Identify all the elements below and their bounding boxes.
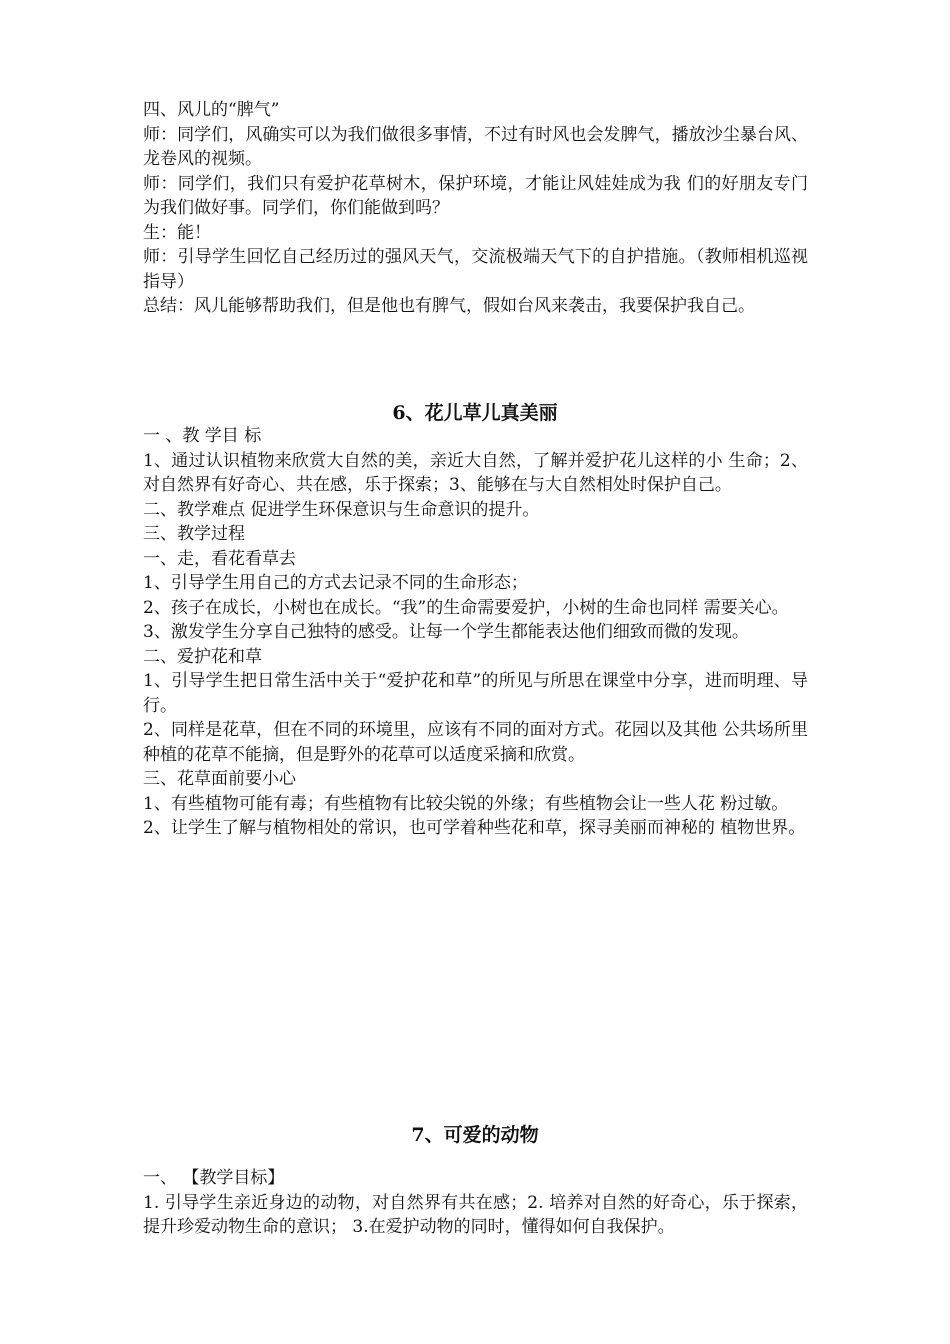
paragraph: 2、让学生了解与植物相处的常识，也可学着种些花和草，探寻美丽而神秘的 植物世界。: [143, 818, 806, 838]
paragraph: 3、激发学生分享自己独特的感受。让每一个学生都能表达他们细致而微的发现。: [143, 622, 749, 642]
paragraph: 1、引导学生用自己的方式去记录不同的生命形态；: [143, 573, 528, 593]
lesson-6-body: [143, 424, 808, 841]
paragraph: 一、走，看花看草去: [143, 548, 296, 569]
lesson-6-title: 6、花儿草儿真美丽: [392, 402, 558, 424]
paragraph: 一、 【教学目标】: [143, 1168, 285, 1188]
paragraph: 三、花草面前要小心: [143, 769, 296, 789]
paragraph: 1、通过认识植物来欣赏大自然的美，亲近大自然，了解并爱护花儿这样的小 生命；2、对自然界有好奇心、共在感，乐于探索；3、能够在与大自然相处时保护自己。: [143, 450, 808, 495]
paragraph: 一 、教 学目 标: [143, 426, 262, 446]
paragraph: 二、教学难点 促进学生环保意识与生命意识的提升。: [143, 499, 540, 520]
paragraph: 三、教学过程: [143, 524, 245, 544]
paragraph: 师：同学们，风确实可以为我们做很多事情，不过有时风也会发脾气，播放沙尘暴台风、龙卷风的视频。: [143, 124, 808, 169]
paragraph: 生：能！: [143, 222, 211, 243]
paragraph: 总结：风儿能够帮助我们，但是他也有脾气，假如台风来袭击，我要保护我自己。: [143, 296, 755, 316]
paragraph: 1. 引导学生亲近身边的动物，对自然界有共在感；2. 培养对自然的好奇心，乐于探索，提升珍爱动物生命的意识； 3.在爱护动物的同时，懂得如何自我保护。: [143, 1192, 808, 1237]
paragraph: 2、孩子在成长，小树也在成长。“我”的生命需要爱护，小树的生命也同样 需要关心。: [143, 597, 789, 618]
paragraph: 二、爱护花和草: [143, 646, 262, 667]
paragraph: 2、同样是花草，但在不同的环境里，应该有不同的面对方式。花园以及其他 公共场所里种植的花草不能摘，但是野外的花草可以适度采摘和欣赏。: [143, 720, 808, 765]
section-wind-temper: [143, 98, 808, 319]
paragraph: 师：引导学生回忆自己经历过的强风天气，交流极端天气下的自护措施。（教师相机巡视指导）: [143, 247, 808, 292]
lesson-7-title: 7、可爱的动物: [411, 1124, 539, 1146]
lesson-7-body: [143, 1166, 808, 1240]
paragraph: 师：同学们，我们只有爱护花草树木，保护环境，才能让风娃娃成为我 们的好朋友专门为我们做好事。同学们，你们能做到吗？: [143, 173, 808, 218]
paragraph: 1、有些植物可能有毒；有些植物有比较尖锐的外缘；有些植物会让一些人花 粉过敏。: [143, 793, 789, 814]
section-heading: 四、风儿的“脾气”: [143, 100, 280, 120]
paragraph: 1、引导学生把日常生活中关于“爱护花和草”的所见与所思在课堂中分享，进而明理、导行。: [143, 671, 808, 716]
